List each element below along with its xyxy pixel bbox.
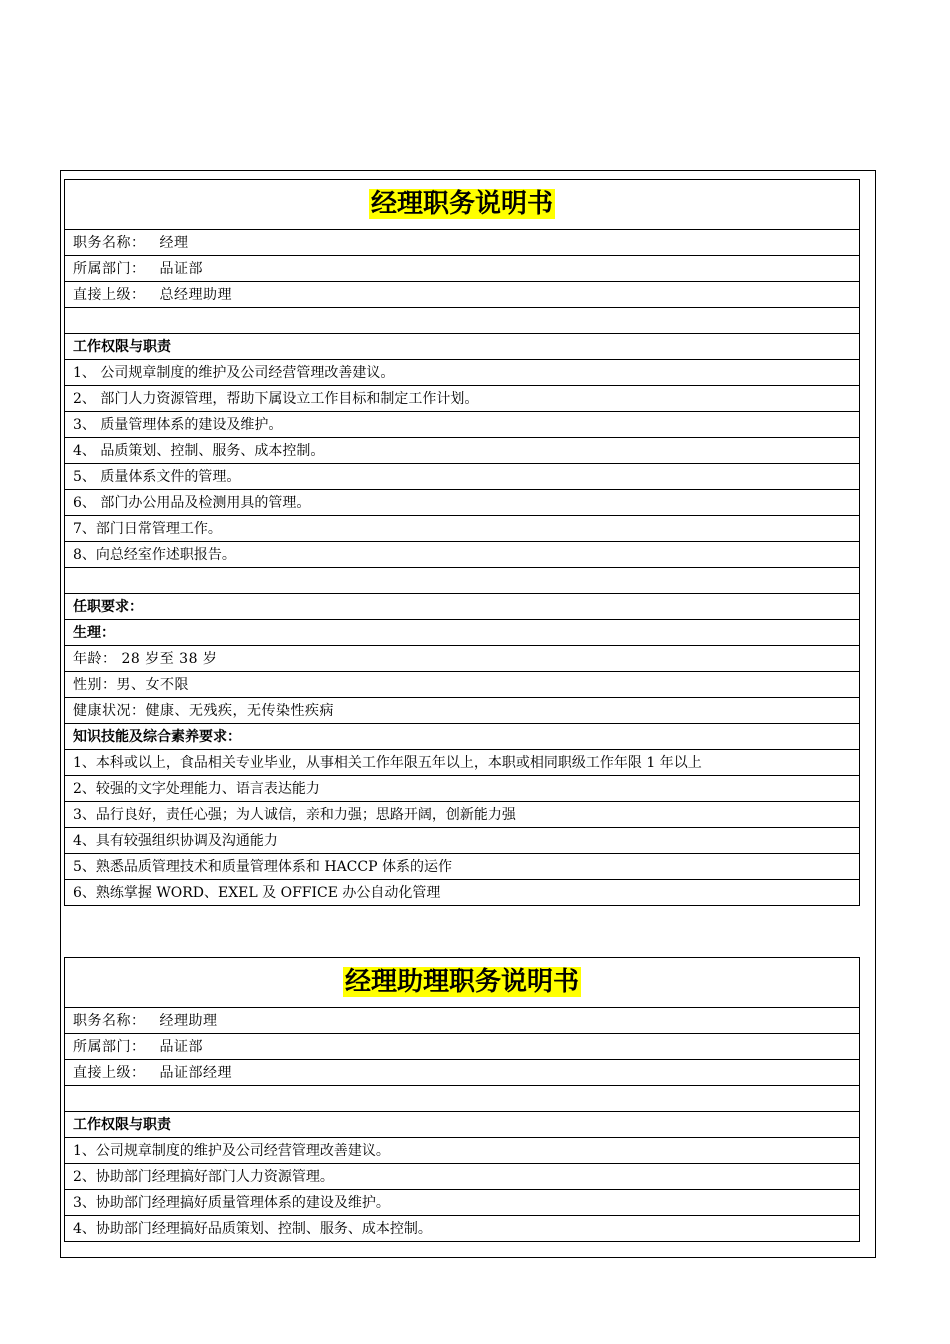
department-value: 品证部 bbox=[159, 260, 203, 277]
superior-value: 品证部经理 bbox=[159, 1064, 232, 1081]
duty-item: 1、 公司规章制度的维护及公司经营管理改善建议。 bbox=[65, 360, 860, 386]
job-description-assistant bbox=[64, 957, 860, 1242]
skill-item: 2、较强的文字处理能力、语言表达能力 bbox=[65, 776, 860, 802]
empty-row bbox=[65, 1086, 860, 1112]
physical-heading: 生理： bbox=[65, 620, 860, 646]
position-row bbox=[65, 230, 860, 256]
title-row bbox=[65, 958, 860, 1008]
position-label: 职务名称： bbox=[73, 1012, 146, 1029]
superior-label: 直接上级： bbox=[73, 286, 146, 303]
duty-item: 4、协助部门经理搞好品质策划、控制、服务、成本控制。 bbox=[65, 1216, 860, 1242]
requirements-heading: 任职要求： bbox=[65, 594, 860, 620]
duty-item: 3、协助部门经理搞好质量管理体系的建设及维护。 bbox=[65, 1190, 860, 1216]
duty-item: 1、公司规章制度的维护及公司经营管理改善建议。 bbox=[65, 1138, 860, 1164]
position-value: 经理助理 bbox=[159, 1012, 218, 1029]
duty-item: 4、 品质策划、控制、服务、成本控制。 bbox=[65, 438, 860, 464]
superior-value: 总经理助理 bbox=[159, 286, 232, 303]
gender-line: 性别：男、女不限 bbox=[65, 672, 860, 698]
position-label: 职务名称： bbox=[73, 234, 146, 251]
department-row bbox=[65, 1034, 860, 1060]
position-row bbox=[65, 1008, 860, 1034]
superior-row bbox=[65, 1060, 860, 1086]
duty-item: 3、 质量管理体系的建设及维护。 bbox=[65, 412, 860, 438]
duties-heading: 工作权限与职责 bbox=[65, 1112, 860, 1138]
duties-heading: 工作权限与职责 bbox=[65, 334, 860, 360]
position-value: 经理 bbox=[159, 234, 189, 251]
doc-title: 经理助理职务说明书 bbox=[344, 967, 579, 997]
superior-label: 直接上级： bbox=[73, 1064, 146, 1081]
skill-item: 5、熟悉品质管理技术和质量管理体系和 HACCP 体系的运作 bbox=[65, 854, 860, 880]
department-row bbox=[65, 256, 860, 282]
skills-heading: 知识技能及综合素养要求： bbox=[65, 724, 860, 750]
skill-item: 6、熟练掌握 WORD、EXEL 及 OFFICE 办公自动化管理 bbox=[65, 880, 860, 906]
department-label: 所属部门： bbox=[73, 260, 146, 277]
department-label: 所属部门： bbox=[73, 1038, 146, 1055]
duty-item: 6、 部门办公用品及检测用具的管理。 bbox=[65, 490, 860, 516]
empty-row bbox=[65, 308, 860, 334]
duty-item: 8、向总经室作述职报告。 bbox=[65, 542, 860, 568]
duty-item: 2、 部门人力资源管理，帮助下属设立工作目标和制定工作计划。 bbox=[65, 386, 860, 412]
skill-item: 1、本科或以上，食品相关专业毕业，从事相关工作年限五年以上，本职或相同职级工作年限 1 年以上 bbox=[65, 750, 860, 776]
title-row bbox=[65, 180, 860, 230]
department-value: 品证部 bbox=[159, 1038, 203, 1055]
health-line: 健康状况：健康、无残疾，无传染性疾病 bbox=[65, 698, 860, 724]
skill-item: 4、具有较强组织协调及沟通能力 bbox=[65, 828, 860, 854]
empty-row bbox=[65, 568, 860, 594]
duty-item: 5、 质量体系文件的管理。 bbox=[65, 464, 860, 490]
duty-item: 2、协助部门经理搞好部门人力资源管理。 bbox=[65, 1164, 860, 1190]
duty-item: 7、部门日常管理工作。 bbox=[65, 516, 860, 542]
age-line: 年龄： 28 岁至 38 岁 bbox=[65, 646, 860, 672]
job-description-manager bbox=[64, 179, 860, 906]
doc-title: 经理职务说明书 bbox=[370, 189, 553, 219]
superior-row bbox=[65, 282, 860, 308]
skill-item: 3、品行良好，责任心强；为人诚信，亲和力强；思路开阔，创新能力强 bbox=[65, 802, 860, 828]
